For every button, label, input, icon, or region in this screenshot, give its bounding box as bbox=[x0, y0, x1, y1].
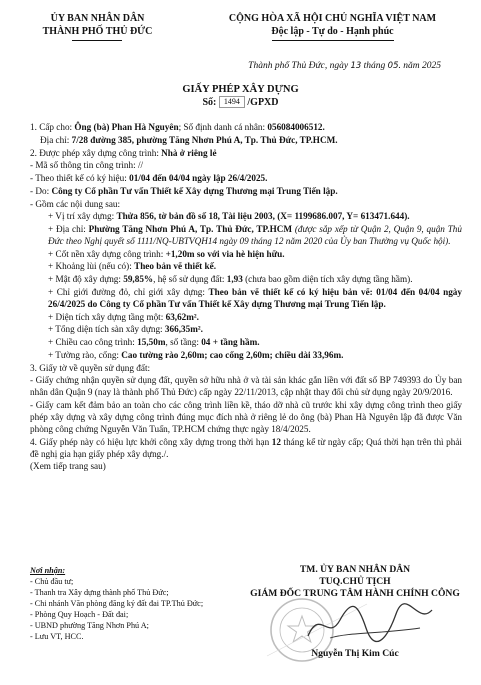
issuer-line2: THÀNH PHỐ THỦ ĐỨC bbox=[42, 25, 153, 37]
designer: - Do: Công ty Cổ phần Tư vấn Thiết kế Xây dựng Thương mại Trung Tiến lập. bbox=[30, 185, 338, 196]
recipient-item: - Chi nhánh Văn phòng đăng ký đất đai TP.Thủ Đức; bbox=[30, 599, 204, 609]
floor-level: + Cốt nền xây dựng công trình: +1,20m so với via hè hiện hữu. bbox=[48, 248, 285, 259]
section-2: 2. Được phép xây dựng công trình: Nhà ở riêng lẻ bbox=[30, 147, 217, 158]
design-ref: - Theo thiết kế có ký hiệu: 01/04 đến 04/04 ngày lập 26/4/2025. bbox=[30, 173, 268, 183]
document-number: Số: 1494 /GPXD bbox=[202, 97, 279, 108]
owner-name: Ông (bà) Phan Hà Nguyên bbox=[74, 122, 179, 132]
see-next-page: (Xem tiếp trang sau) bbox=[30, 461, 106, 472]
site-location: + Vị trí xây dựng: Thửa 856, tờ bản đồ số 18, Tài liệu 2003, (X= 1199686.007, Y= 613471.644). bbox=[48, 211, 410, 222]
recipient-item: - Lưu VT, HCC. bbox=[30, 632, 84, 642]
recipients-heading: Nơi nhận: bbox=[30, 566, 66, 575]
fence-gate: + Tường rào, cổng: Cao tường rào 2,60m; cao cổng 2,60m; chiều dài 33,96m. bbox=[48, 349, 344, 360]
national-slogan: Độc lập - Tự do - Hạnh phúc bbox=[271, 25, 394, 37]
date-month: 05 bbox=[387, 61, 399, 71]
sig-line2: TUQ.CHỦ TỊCH bbox=[319, 575, 391, 587]
document-title: GIẤY PHÉP XÂY DỰNG bbox=[182, 84, 299, 95]
land-certificate: - Giấy chứng nhận quyền sử dụng đất, quyền sở hữu nhà ở và tài sản khác gắn liền với đất số BP 749393 do Ủy ban nhân dân Quận 9 (nay là thành phố Thủ Đức) cấp ngày 22/11/2013, cập nhật thay đổi chủ sử dụng ngày 20/9/2016. bbox=[30, 375, 462, 398]
signer-name: Nguyễn Thị Kim Cúc bbox=[311, 648, 399, 659]
owner-address: Địa chỉ: 7/28 đường 385, phường Tăng Nhơn Phú A, Tp. Thủ Đức, TP.HCM. bbox=[40, 134, 338, 145]
setback: + Khoảng lùi (nếu có): Theo bản vẽ thiết kế. bbox=[48, 261, 216, 272]
recipients-block bbox=[30, 565, 230, 642]
issuer-underline bbox=[72, 40, 122, 41]
section-4: 4. Giấy phép này có hiệu lực khởi công xây dựng trong thời hạn 12 tháng kể từ ngày cấp; Quá thời hạn trên thì phải đề nghị gia hạn giấy phép xây dựng./. bbox=[30, 436, 462, 459]
contents-intro: - Gồm các nội dung sau: bbox=[30, 198, 121, 209]
building-height: + Chiều cao công trình: 15,50m, số tầng: 04 + tầng hầm. bbox=[48, 337, 260, 348]
safety-commitment: - Giấy cam kết đảm bảo an toàn cho các công trình liền kề, tháo dỡ nhà cũ trước khi xây dựng công trình theo giấy phép xây dựng và xây dựng công trình đúng mục đích nhà ở riêng lẻ do ông (bà) Phan Hà Nguyên lập đã được Văn phòng công chứng Nguyễn Văn Tuấn, TP.HCM chứng thực ngày 18/4/2025. bbox=[30, 400, 462, 435]
section-1: 1. Cấp cho: Ông (bà) Phan Hà Nguyên; Số định danh cá nhân: 056084006512. bbox=[30, 122, 325, 132]
permit-body bbox=[30, 122, 462, 474]
sig-line1: TM. ỦY BAN NHÂN DÂN bbox=[299, 564, 411, 575]
recipient-item: - UBND phường Tăng Nhơn Phú A; bbox=[30, 621, 149, 631]
issuer-line1: ỦY BAN NHÂN DÂN bbox=[50, 13, 145, 24]
recipient-item: - Thanh tra Xây dựng thành phố Thủ Đức; bbox=[30, 588, 169, 598]
owner-id: 056084006512. bbox=[267, 122, 325, 132]
ground-floor-area: + Diện tích xây dựng tầng một: 63,62m². bbox=[48, 311, 199, 322]
national-header bbox=[190, 13, 475, 38]
issue-date: Thành phố Thủ Đức, ngày 13 tháng 05. năm 2025 bbox=[248, 61, 441, 71]
site-address: + Địa chỉ: Phường Tăng Nhơn Phú A, Tp. Thủ Đức, TP.HCM (được sắp xếp từ Quận 2, Quận 9, quận Thủ Đức theo Nghị quyết số 1111/NQ-UBTVQH14 ngày 09 tháng 12 năm 2020 của Ủy ban Thường vụ Quốc hội). bbox=[48, 224, 462, 246]
building-density: + Mật độ xây dựng: 59,85%, hệ số sử dụng đất: 1,93 (chưa bao gồm diện tích xây dựng tầng hầm). bbox=[48, 274, 413, 285]
recipient-item: - Phòng Quy Hoạch - Đất đai; bbox=[30, 610, 129, 620]
slogan-underline bbox=[272, 40, 394, 41]
signature-block bbox=[240, 564, 470, 600]
date-day: 13 bbox=[350, 61, 362, 71]
total-floor-area: + Tổng diện tích sàn xây dựng: 366,35m². bbox=[48, 324, 203, 335]
national-motto: CỘNG HÒA XÃ HỘI CHỦ NGHĨA VIỆT NAM bbox=[228, 13, 437, 24]
boundary-lines: + Chỉ giới đường đỏ, chỉ giới xây dựng: Theo bản vẽ thiết kế có ký hiệu bản vẽ: 01/04 đến 04/04 ngày 26/4/2025 do Công ty Cổ phần Tư vấn Thiết kế Xây dựng Thương mại Trung Tiến lập. bbox=[48, 286, 462, 309]
number-value: 1494 bbox=[219, 96, 245, 108]
section-3: 3. Giấy tờ về quyền sử dụng đất: bbox=[30, 362, 151, 373]
issuer-header bbox=[10, 13, 185, 38]
project-code: - Mã số thông tin công trình: // bbox=[30, 160, 144, 171]
signature-scribble-icon bbox=[300, 598, 440, 648]
recipient-item: - Chủ đầu tư; bbox=[30, 577, 74, 587]
sig-line3: GIÁM ĐỐC TRUNG TÂM HÀNH CHÍNH CÔNG bbox=[250, 587, 460, 599]
